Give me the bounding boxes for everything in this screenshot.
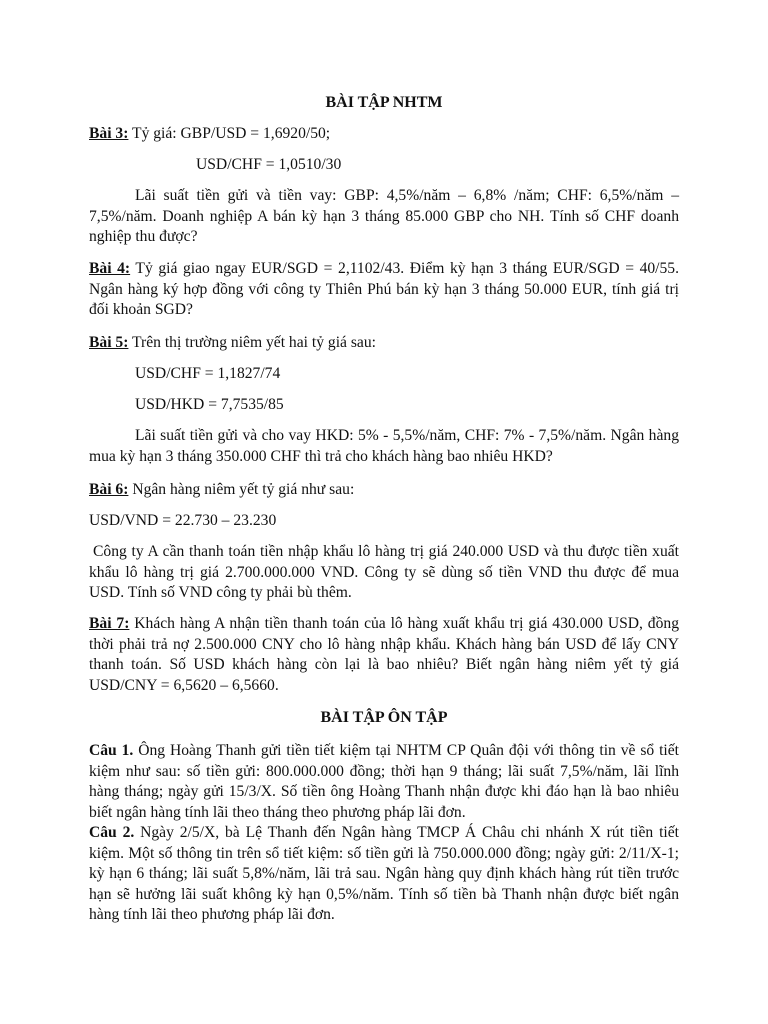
bai5-rate-usd-hkd: USD/HKD = 7,7535/85 [135,396,284,413]
bai5-paragraph: Lãi suất tiền gửi và cho vay HKD: 5% - 5,5%/năm, CHF: 7% - 7,5%/năm. Ngân hàng mua kỳ hạn 3 tháng 350.000 CHF thì trả cho khách hàng bao nhiêu HKD? [89,427,679,465]
bai6-rate: USD/VND = 22.730 – 23.230 [89,512,277,529]
bai5-label: Bài 5: [89,334,129,351]
bai6-paragraph: Công ty A cần thanh toán tiền nhập khẩu lô hàng trị giá 240.000 USD và thu được tiền xuất khẩu lô hàng trị giá 2.700.000.000 VND. Công ty sẽ dùng số tiền VND thu được để mua USD. Tính số VND công ty phải bù thêm. [89,543,679,601]
bai7-label: Bài 7: [89,615,130,632]
bai3-paragraph: Lãi suất tiền gửi và tiền vay: GBP: 4,5%/năm – 6,8% /năm; CHF: 6,5%/năm – 7,5%/năm. Doanh nghiệp A bán kỳ hạn 3 tháng 85.000 GBP cho NH. Tính số CHF doanh nghiệp thu được? [89,187,679,245]
bai5-intro: Trên thị trường niêm yết hai tỷ giá sau: [128,334,376,351]
review-section-title: BÀI TẬP ÔN TẬP [320,709,448,726]
bai7-text: Khách hàng A nhận tiền thanh toán của lô hàng xuất khẩu trị giá 430.000 USD, đồng thời phải trả nợ 2.500.000 CNY cho lô hàng nhập khẩu. Khách hàng bán USD để lấy CNY thanh toán. Số USD khách hàng còn lại là bao nhiêu? Biết ngân hàng niêm yết tỷ giá USD/CNY = 6,5620 – 6,5660. [89,615,679,694]
bai3-rate1: Tỷ giá: GBP/USD = 1,6920/50; [128,125,331,142]
bai5-rate-usd-chf: USD/CHF = 1,1827/74 [135,365,281,382]
cau1-text: Ông Hoàng Thanh gửi tiền tiết kiệm tại NHTM CP Quân đội với thông tin về sổ tiết kiệm như sau: số tiền gửi: 800.000.000 đồng; thời hạn 9 tháng; lãi suất 7,5%/năm, lãi lĩnh hàng tháng; ngày gửi 15/3/X. Số tiền ông Hoàng Thanh nhận được khi đáo hạn là bao nhiêu biết ngân hàng tính lãi theo tháng theo phương pháp lãi đơn. [89,742,679,821]
bai5-heading-line [89,333,376,353]
cau2-label: Câu 2. [89,824,135,841]
bai3-rate2: USD/CHF = 1,0510/30 [196,156,342,173]
bai3-label: Bài 3: [89,125,129,142]
bai7-paragraph [89,614,679,696]
bai6-heading-line [89,480,354,500]
cau1-paragraph [89,741,679,823]
document-title: BÀI TẬP NHTM [325,94,443,111]
bai6-intro: Ngân hàng niêm yết tỷ giá như sau: [128,481,355,498]
bai3-heading-line [89,124,330,144]
cau2-text: Ngày 2/5/X, bà Lệ Thanh đến Ngân hàng TMCP Á Châu chi nhánh X rút tiền tiết kiệm. Một số thông tin trên sổ tiết kiệm: số tiền gửi là 750.000.000 đồng; ngày gửi: 2/11/X-1; kỳ hạn 6 tháng; lãi suất 5,8%/năm, lãi trả sau. Ngân hàng quy định khách hàng rút tiền trước hạn sẽ hưởng lãi suất không kỳ hạn 0,5%/năm. Tính số tiền bà Thanh nhận được biết ngân hàng tính lãi theo phương pháp lãi đơn. [89,824,679,923]
bai4-paragraph [89,259,679,321]
bai4-text: Tỷ giá giao ngay EUR/SGD = 2,1102/43. Điểm kỳ hạn 3 tháng EUR/SGD = 40/55. Ngân hàng ký hợp đồng với công ty Thiên Phú bán kỳ hạn 3 tháng 50.000 EUR, tính giá trị đối khoản SGD? [89,260,679,318]
bai6-label: Bài 6: [89,481,129,498]
bai4-label: Bài 4: [89,260,131,277]
cau1-label: Câu 1. [89,742,134,759]
cau2-paragraph [89,823,679,926]
